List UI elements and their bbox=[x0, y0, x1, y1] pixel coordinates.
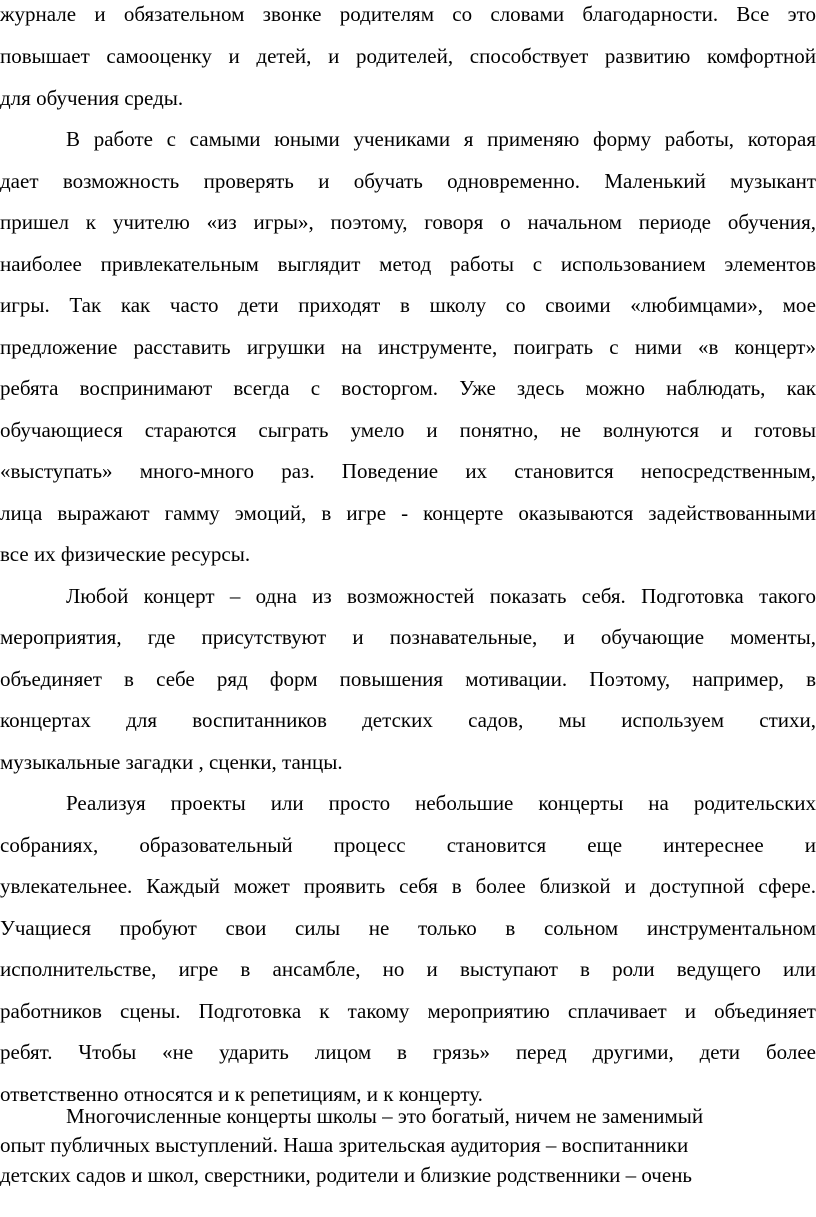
text-line: собраниях, образовательный процесс становится еще интереснее и bbox=[0, 833, 816, 857]
text-line: Многочисленные концерты школы – это богатый, ничем не заменимый bbox=[66, 1104, 704, 1128]
text-line: лица выражают гамму эмоций, в игре - концерте оказываются задействованными bbox=[0, 501, 816, 525]
text-line: Учащиеся пробуют свои силы не только в сольном инструментальном bbox=[0, 916, 816, 940]
text-line: «выступать» много-много раз. Поведение их становится непосредственным, bbox=[0, 459, 816, 483]
text-line: музыкальные загадки , сценки, танцы. bbox=[0, 750, 343, 774]
text-line: повышает самооценку и детей, и родителей, способствует развитию комфортной bbox=[0, 44, 816, 68]
text-line: пришел к учителю «из игры», поэтому, говоря о начальном периоде обучения, bbox=[0, 210, 816, 234]
text-line: предложение расставить игрушки на инструменте, поиграть с ними «в концерт» bbox=[0, 335, 816, 359]
text-line: детских садов и школ, сверстники, родители и близкие родственники – очень bbox=[0, 1163, 693, 1187]
text-line: исполнительстве, игре в ансамбле, но и выступают в роли ведущего или bbox=[0, 957, 816, 981]
text-line: обучающиеся стараются сыграть умело и понятно, не волнуются и готовы bbox=[0, 418, 816, 442]
text-line: концертах для воспитанников детских садов, мы используем стихи, bbox=[0, 708, 816, 732]
text-line: журнале и обязательном звонке родителям со словами благодарности. Все это bbox=[0, 2, 816, 26]
text-line: увлекательнее. Каждый может проявить себя в более близкой и доступной сфере. bbox=[0, 874, 816, 898]
text-line: для обучения среды. bbox=[0, 86, 184, 110]
text-line: ребят. Чтобы «не ударить лицом в грязь» перед другими, дети более bbox=[0, 1040, 816, 1064]
text-line: В работе с самыми юными учениками я применяю форму работы, которая bbox=[66, 127, 816, 151]
text-line: ответственно относятся и к репетициям, и к концерту. bbox=[0, 1082, 483, 1106]
text-line: опыт публичных выступлений. Наша зрительская аудитория – воспитанники bbox=[0, 1133, 689, 1157]
text-line: игры. Так как часто дети приходят в школу со своими «любимцами», мое bbox=[0, 293, 816, 317]
text-line: объединяет в себе ряд форм повышения мотивации. Поэтому, например, в bbox=[0, 667, 816, 691]
text-line: наиболее привлекательным выглядит метод работы с использованием элементов bbox=[0, 252, 816, 276]
text-line: ребята воспринимают всегда с восторгом. Уже здесь можно наблюдать, как bbox=[0, 376, 816, 400]
text-line: Реализуя проекты или просто небольшие концерты на родительских bbox=[66, 791, 816, 815]
text-line: работников сцены. Подготовка к такому мероприятию сплачивает и объединяет bbox=[0, 999, 816, 1023]
text-line: Любой концерт – одна из возможностей показать себя. Подготовка такого bbox=[66, 584, 816, 608]
text-line: мероприятия, где присутствуют и познавательные, и обучающие моменты, bbox=[0, 625, 816, 649]
text-line: все их физические ресурсы. bbox=[0, 542, 251, 566]
text-line: дает возможность проверять и обучать одновременно. Маленький музыкант bbox=[0, 169, 816, 193]
